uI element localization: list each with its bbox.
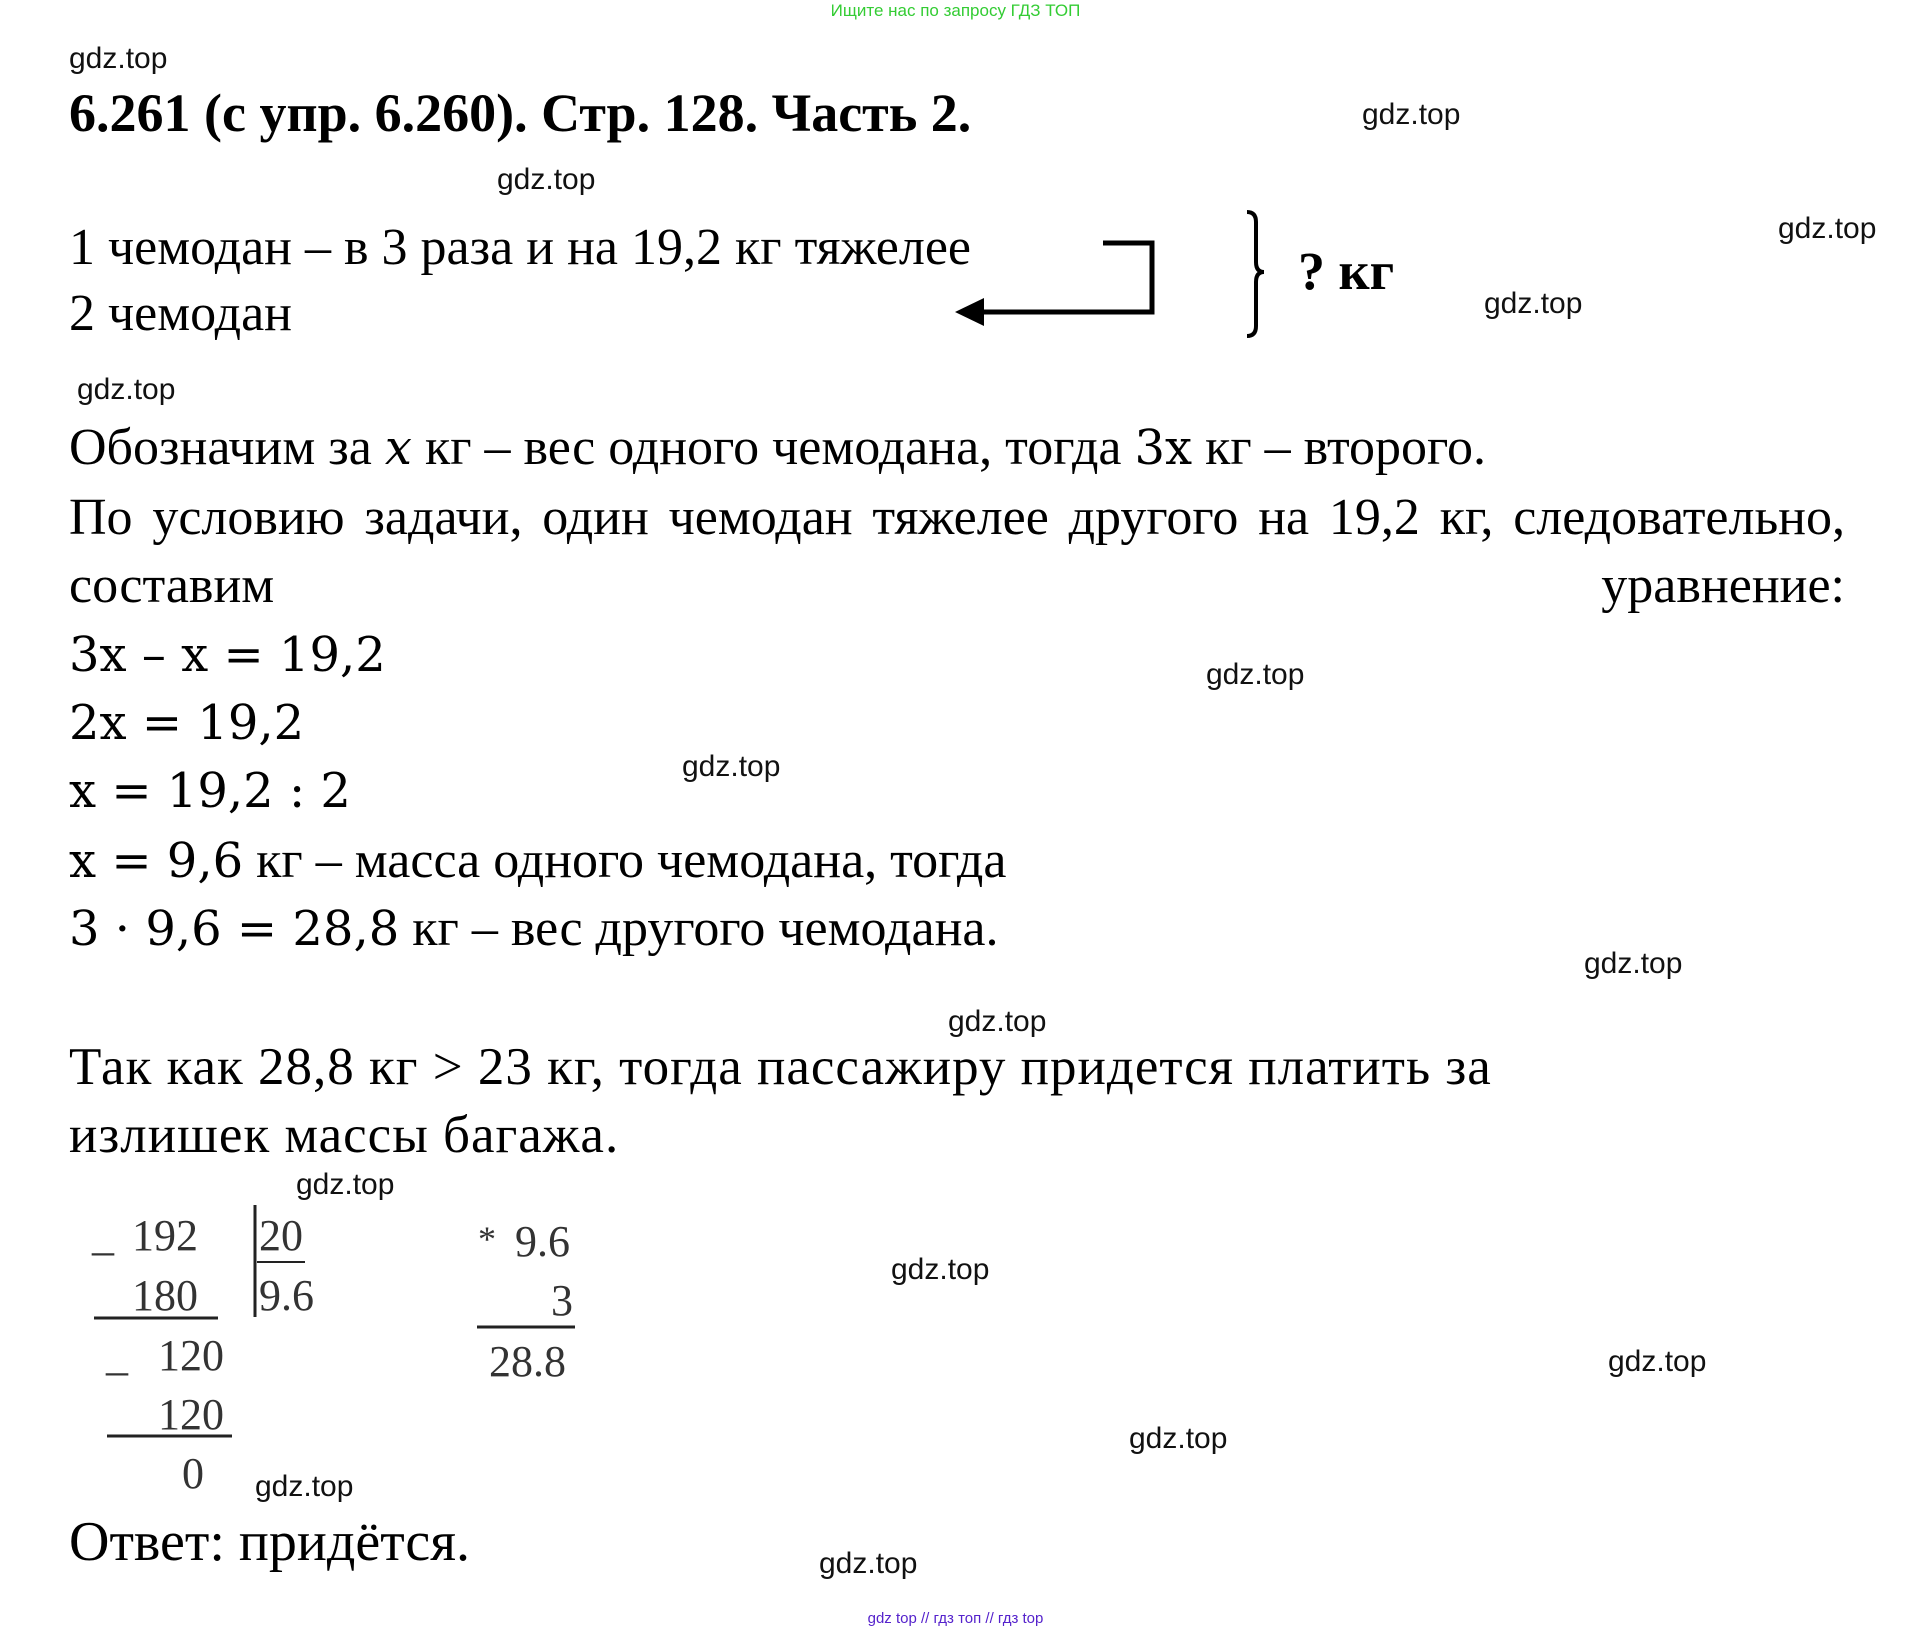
watermark: gdz.top [1778,212,1877,245]
division-minus-2: _ [106,1331,128,1380]
watermark: gdz.top [682,750,781,783]
equation-4-math: x = 9,6 [69,833,244,889]
division-remainder-1: 120 [158,1331,224,1380]
condition-paragraph: По условию задачи, один чемодан тяжелее другого на 19,2 кг, следовательно, составим уравнение: [69,489,1845,614]
watermark: gdz.top [296,1168,395,1201]
division-divisor: 20 [259,1211,303,1260]
intro-variable-3x: 3x [1134,420,1193,476]
watermark: gdz.top [77,373,176,406]
multiplication-factor-b: 3 [551,1276,573,1325]
condition-line-1: 1 чемодан – в 3 раза и на 19,2 кг тяжелее [69,219,971,276]
conclusion-line-2: излишек массы багажа. [69,1106,620,1164]
division-dividend: 192 [132,1211,198,1260]
division-subtrahend-1: 180 [132,1271,198,1320]
conclusion-line-1: Так как 28,8 кг > 23 кг, тогда пассажиру придется платить за [69,1038,1492,1096]
watermark: gdz.top [1584,947,1683,980]
equation-3: x = 19,2 : 2 [69,763,351,819]
watermark: gdz.top [1129,1422,1228,1455]
equation-4 [69,831,1006,890]
intro-variable-x: x [384,420,412,476]
arrow-connector [972,243,1152,312]
equation-1: 3x – x = 19,2 [69,627,386,683]
page-title: 6.261 (с упр. 6.260). Стр. 128. Часть 2. [69,83,972,143]
intro-text-a: Обозначим за [69,419,385,476]
division-minus-1: _ [92,1211,114,1260]
watermark: gdz.top [1206,658,1305,691]
question-label: ? кг [1298,241,1395,301]
equation-5 [69,899,998,958]
brace-icon [1247,212,1264,336]
watermark: gdz.top [1484,287,1583,320]
watermark: gdz.top [255,1470,354,1503]
intro-text-b: кг – вес одного чемодана, тогда [411,419,1135,476]
footer: gdz top // гдз топ // гдз top [867,1610,1044,1627]
watermark: gdz.top [497,163,596,196]
condition-line-2: 2 чемодан [69,285,293,342]
equation-4-text: кг – масса одного чемодана, тогда [243,832,1007,889]
division-remainder-2: 0 [182,1449,204,1498]
watermark: gdz.top [69,42,168,75]
division-subtrahend-2: 120 [158,1390,224,1439]
watermark: gdz.top [1608,1345,1707,1378]
multiplication-factor-a: 9.6 [515,1217,570,1266]
intro-line [69,418,1486,477]
intro-text-c: кг – второго. [1192,419,1487,476]
equation-5-text: кг – вес другого чемодана. [399,900,999,957]
division-quotient: 9.6 [259,1271,314,1320]
watermark: gdz.top [1362,98,1461,131]
watermark: gdz.top [819,1547,918,1580]
watermark: gdz.top [948,1005,1047,1038]
top-banner: Ищите нас по запросу ГДЗ ТОП [830,1,1081,20]
multiplication-result: 28.8 [489,1337,566,1386]
answer: Ответ: придётся. [69,1511,470,1573]
multiplication-sign: * [478,1219,496,1259]
equation-2: 2x = 19,2 [69,695,305,751]
equation-5-math: 3 · 9,6 = 28,8 [69,901,400,957]
arrow-head-icon [955,298,984,326]
watermark: gdz.top [891,1253,990,1286]
